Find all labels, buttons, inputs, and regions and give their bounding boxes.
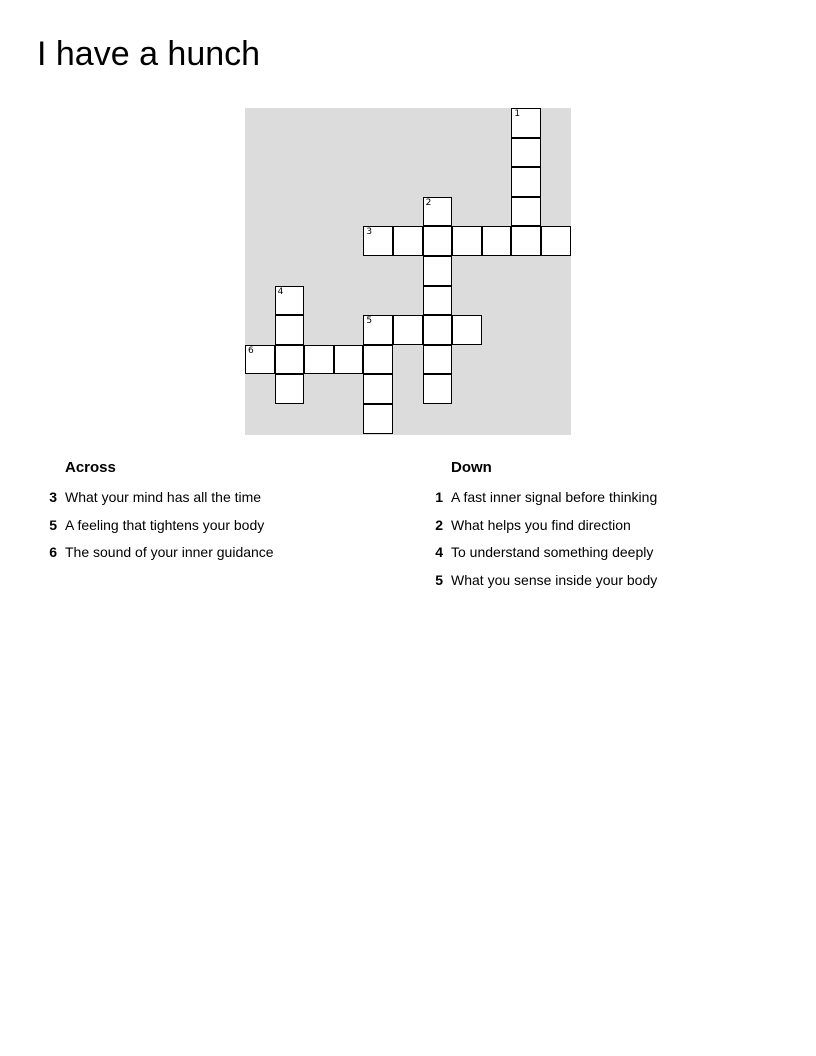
grid-cell[interactable] <box>511 138 541 168</box>
grid-cell[interactable] <box>275 286 305 316</box>
grid-cell[interactable] <box>363 374 393 404</box>
grid-cell[interactable] <box>275 315 305 345</box>
grid-cell[interactable] <box>423 345 453 375</box>
clue-text: What your mind has all the time <box>65 489 262 505</box>
clue-text: What you sense inside your body <box>451 572 658 589</box>
grid-cell[interactable] <box>511 197 541 227</box>
grid-cell[interactable] <box>245 345 275 375</box>
clue-item <box>423 512 657 540</box>
down-heading: Down <box>451 459 492 476</box>
cell-number: 5 <box>366 316 373 327</box>
grid-cell[interactable] <box>393 226 423 256</box>
clue-item <box>37 539 274 567</box>
cell-number: 4 <box>277 286 284 297</box>
grid-cell[interactable] <box>452 315 482 345</box>
cell-number: 6 <box>248 345 254 356</box>
grid-cell[interactable] <box>275 374 305 404</box>
page-title: I have a hunch <box>37 35 261 73</box>
grid-cell[interactable] <box>511 167 541 197</box>
cell-number: 3 <box>366 227 373 238</box>
clue-text: The sound of your inner guidance <box>65 544 274 561</box>
grid-cell[interactable] <box>304 345 334 375</box>
clue-number: 3 <box>49 489 57 505</box>
clue-text: A fast inner signal before thinking <box>451 489 658 505</box>
grid-cell[interactable] <box>363 404 393 434</box>
across-clues <box>37 458 274 567</box>
clue-item <box>423 567 657 595</box>
clue-item <box>423 539 657 567</box>
across-heading: Across <box>65 459 116 476</box>
grid-cell[interactable] <box>452 226 482 256</box>
grid-cell[interactable] <box>511 108 541 138</box>
clue-number: 5 <box>49 516 57 533</box>
clue-item <box>423 484 657 512</box>
clue-item <box>37 512 274 540</box>
clue-item <box>37 484 274 512</box>
grid-cell[interactable] <box>363 345 393 375</box>
clue-number: 4 <box>435 544 443 561</box>
grid-cell[interactable] <box>541 226 571 256</box>
grid-cell[interactable] <box>423 315 453 345</box>
clue-number: 5 <box>435 572 443 589</box>
clue-number: 6 <box>49 544 57 561</box>
grid-cell[interactable] <box>334 345 364 375</box>
grid-cell[interactable] <box>363 226 393 256</box>
grid-cell[interactable] <box>393 315 423 345</box>
grid-cell[interactable] <box>423 286 453 316</box>
grid-cell[interactable] <box>511 226 541 256</box>
grid-cell[interactable] <box>363 315 393 345</box>
clue-text: What helps you find direction <box>451 516 631 533</box>
grid-cell[interactable] <box>423 197 453 227</box>
crossword-grid <box>245 108 571 435</box>
clue-text: To understand something deeply <box>451 544 654 561</box>
clue-text: A feeling that tightens your body <box>65 516 265 533</box>
grid-cell[interactable] <box>275 345 305 375</box>
cell-number: 2 <box>425 197 432 208</box>
clue-number: 2 <box>435 516 443 533</box>
grid-cell[interactable] <box>423 226 453 256</box>
grid-cell[interactable] <box>423 374 453 404</box>
clue-number: 1 <box>435 489 443 505</box>
down-clues <box>423 458 657 595</box>
grid-cell[interactable] <box>482 226 512 256</box>
cell-number: 1 <box>514 109 521 119</box>
grid-cell[interactable] <box>423 256 453 286</box>
